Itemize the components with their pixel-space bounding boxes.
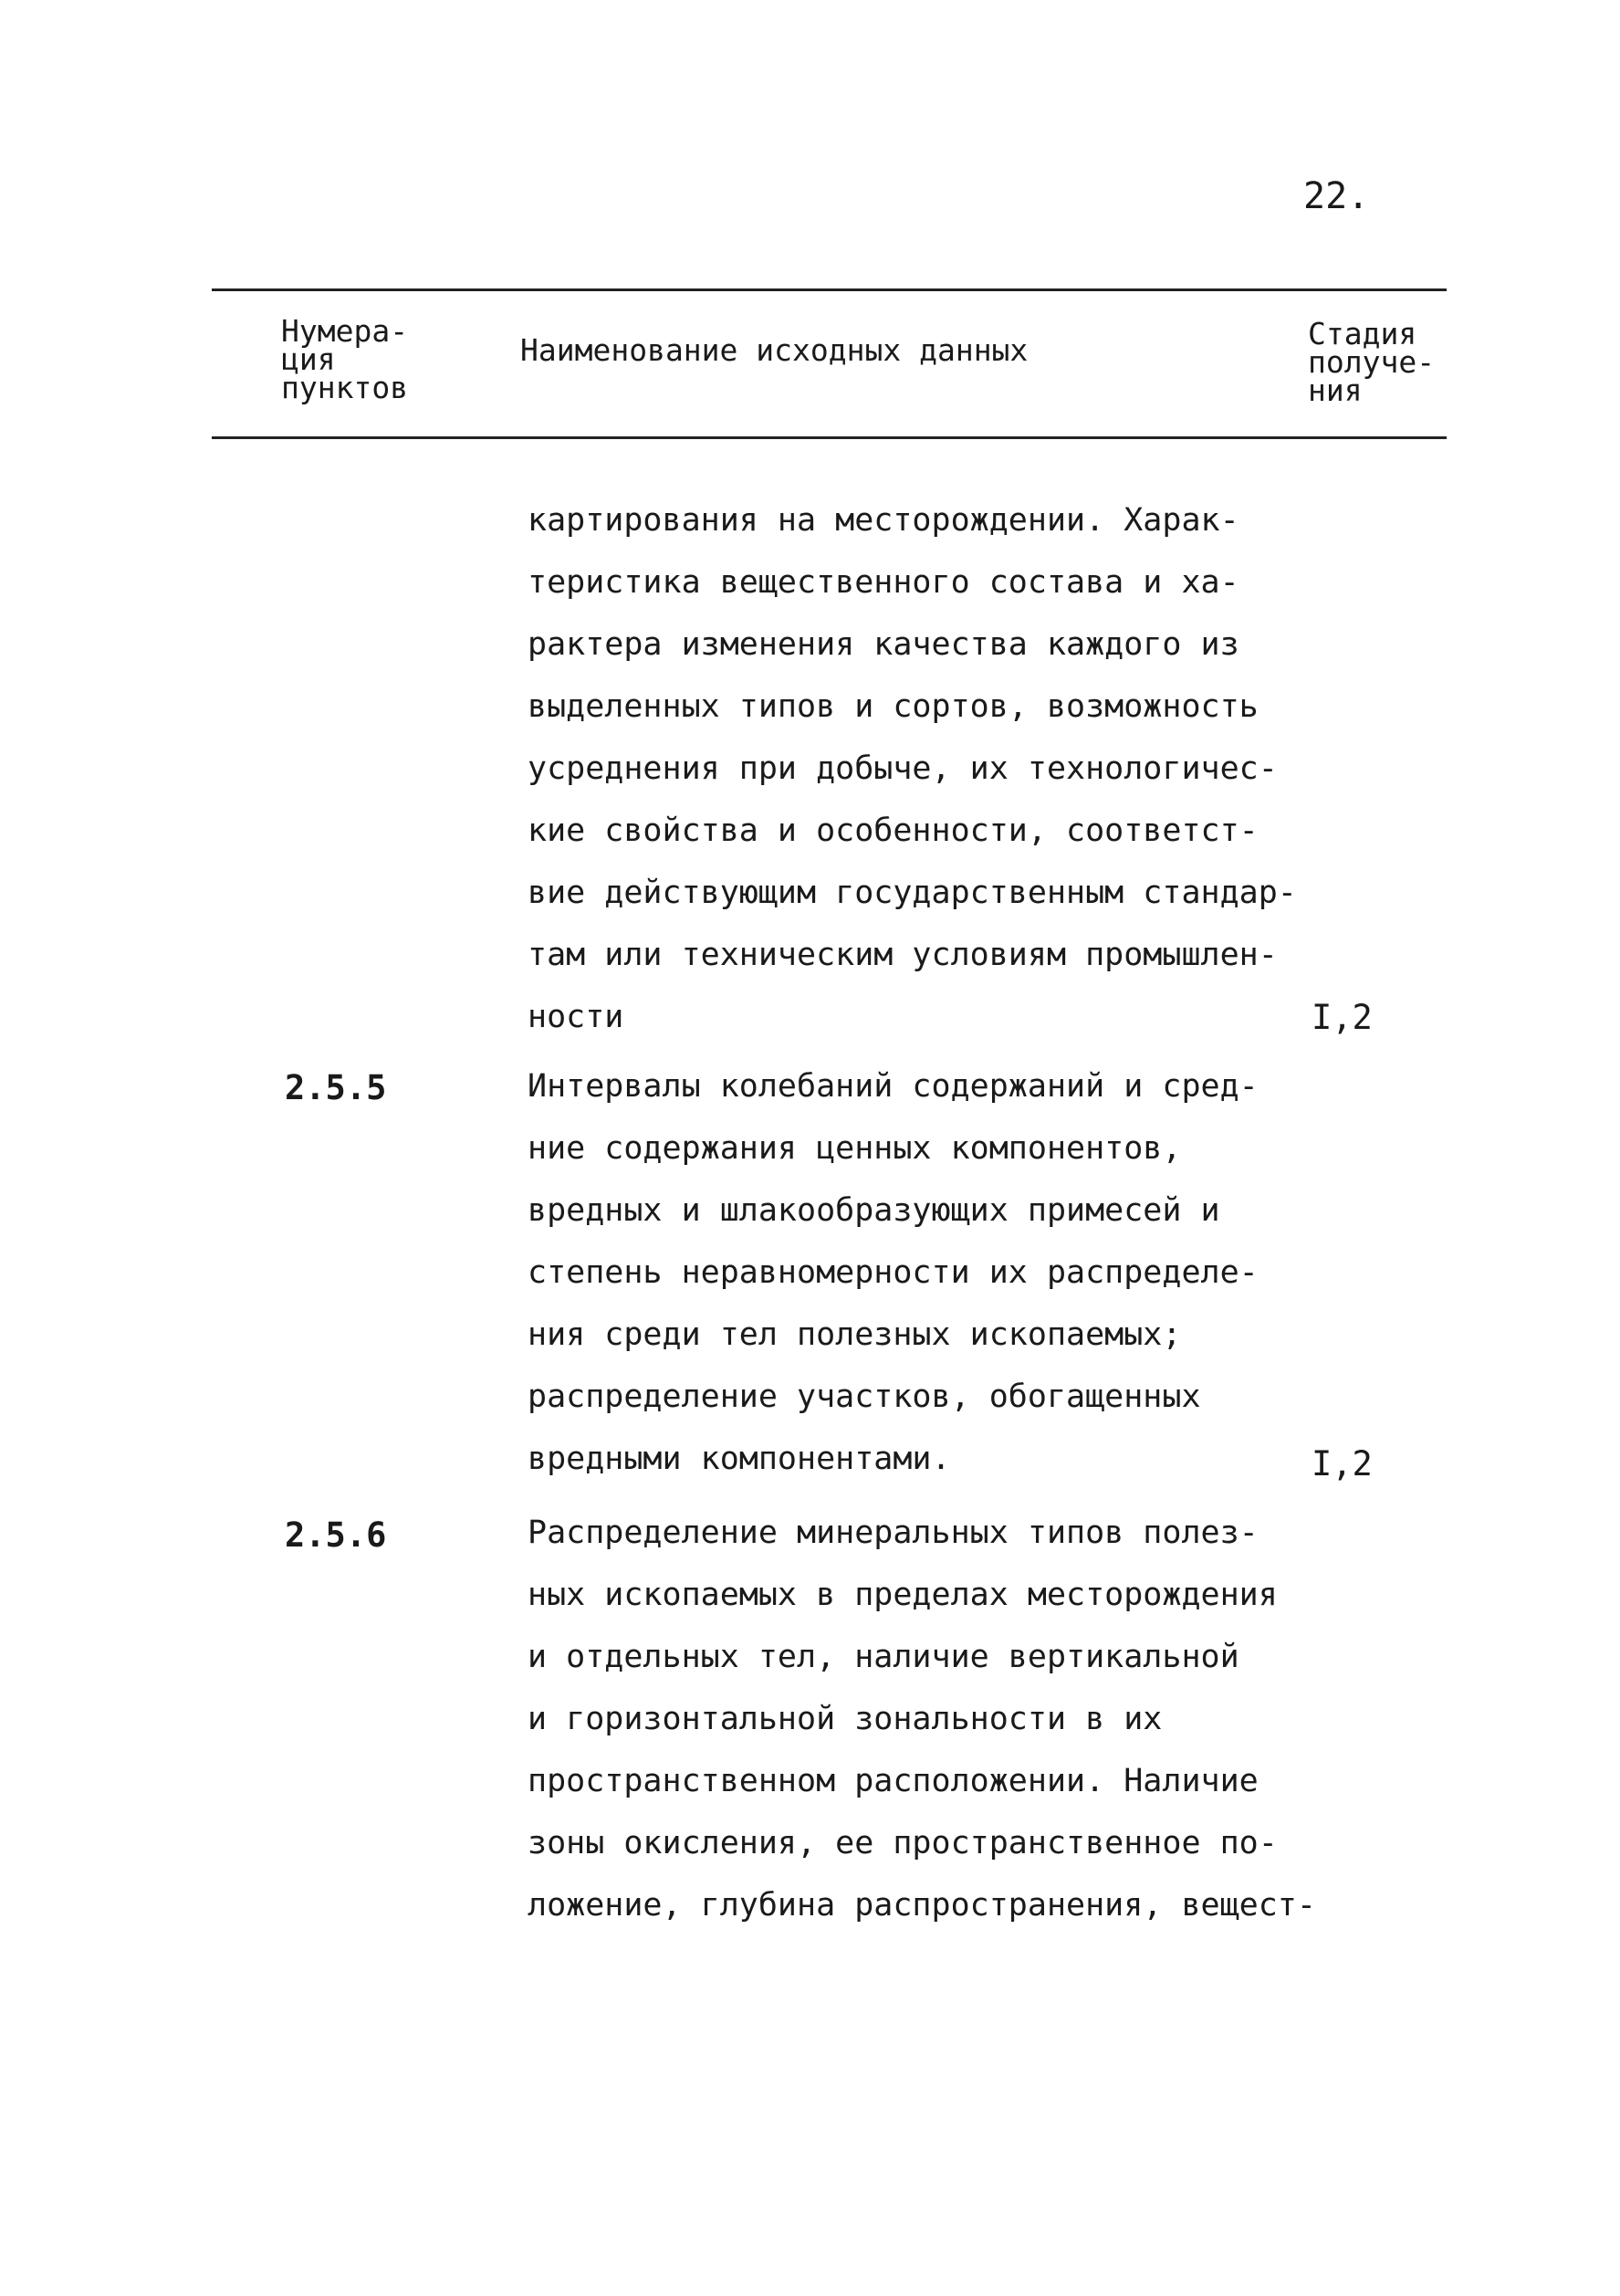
row-0-text-line: там или техническим условиям промышлен- (528, 937, 1278, 973)
row-2-text-line: зоны окисления, ее пространственное по- (528, 1825, 1278, 1861)
row-0-text-line: теристика вещественного состава и ха- (528, 564, 1239, 601)
table-top-rule (212, 288, 1447, 291)
row-2-text-line: ложение, глубина распространения, вещест- (528, 1887, 1316, 1924)
row-1-text-line: ния среди тел полезных ископаемых; (528, 1316, 1182, 1353)
row-1-text-line: ние содержания ценных компонентов, (528, 1130, 1182, 1167)
header-col-number: Нумера- ция пунктов (281, 313, 409, 405)
row-2-text-line: ных ископаемых в пределах месторождения (528, 1577, 1278, 1613)
row-1-stage: I,2 (1312, 1444, 1373, 1483)
row-1-text-line: степень неравномерности их распределе- (528, 1254, 1259, 1291)
row-0-text-line: вие действующим государственным стандар- (528, 875, 1297, 911)
row-2-text-line: пространственном расположении. Наличие (528, 1763, 1259, 1799)
row-1-number: 2.5.5 (285, 1068, 387, 1107)
row-0-text-line: выделенных типов и сортов, возможность (528, 688, 1259, 725)
row-2-text-line: Распределение минеральных типов полез- (528, 1515, 1259, 1551)
row-0-text-line: кие свойства и особенности, соответст- (528, 813, 1259, 849)
row-1-text-line: вредных и шлакообразующих примесей и (528, 1192, 1220, 1229)
row-2-text-line: и горизонтальной зональности в их (528, 1701, 1163, 1737)
row-0-text-line: рактера изменения качества каждого из (528, 626, 1239, 663)
row-0-stage: I,2 (1312, 998, 1373, 1037)
header-col-stage: Стадия получе- ния (1308, 316, 1436, 408)
row-0-text-line: усреднения при добыче, их технологичес- (528, 750, 1278, 787)
row-0-text-line: ности (528, 999, 624, 1035)
page-number: 22. (1303, 175, 1370, 217)
row-2-text-line: и отдельных тел, наличие вертикальной (528, 1639, 1239, 1675)
header-bottom-rule (212, 436, 1447, 439)
row-1-text-line: вредными компонентами. (528, 1441, 951, 1477)
header-col-name: Наименование исходных данных (520, 332, 1029, 368)
row-1-text-line: Интервалы колебаний содержаний и сред- (528, 1068, 1259, 1105)
row-2-number: 2.5.6 (285, 1515, 387, 1555)
row-1-text-line: распределение участков, обогащенных (528, 1379, 1201, 1415)
row-0-text-line: картирования на месторождении. Харак- (528, 502, 1239, 539)
